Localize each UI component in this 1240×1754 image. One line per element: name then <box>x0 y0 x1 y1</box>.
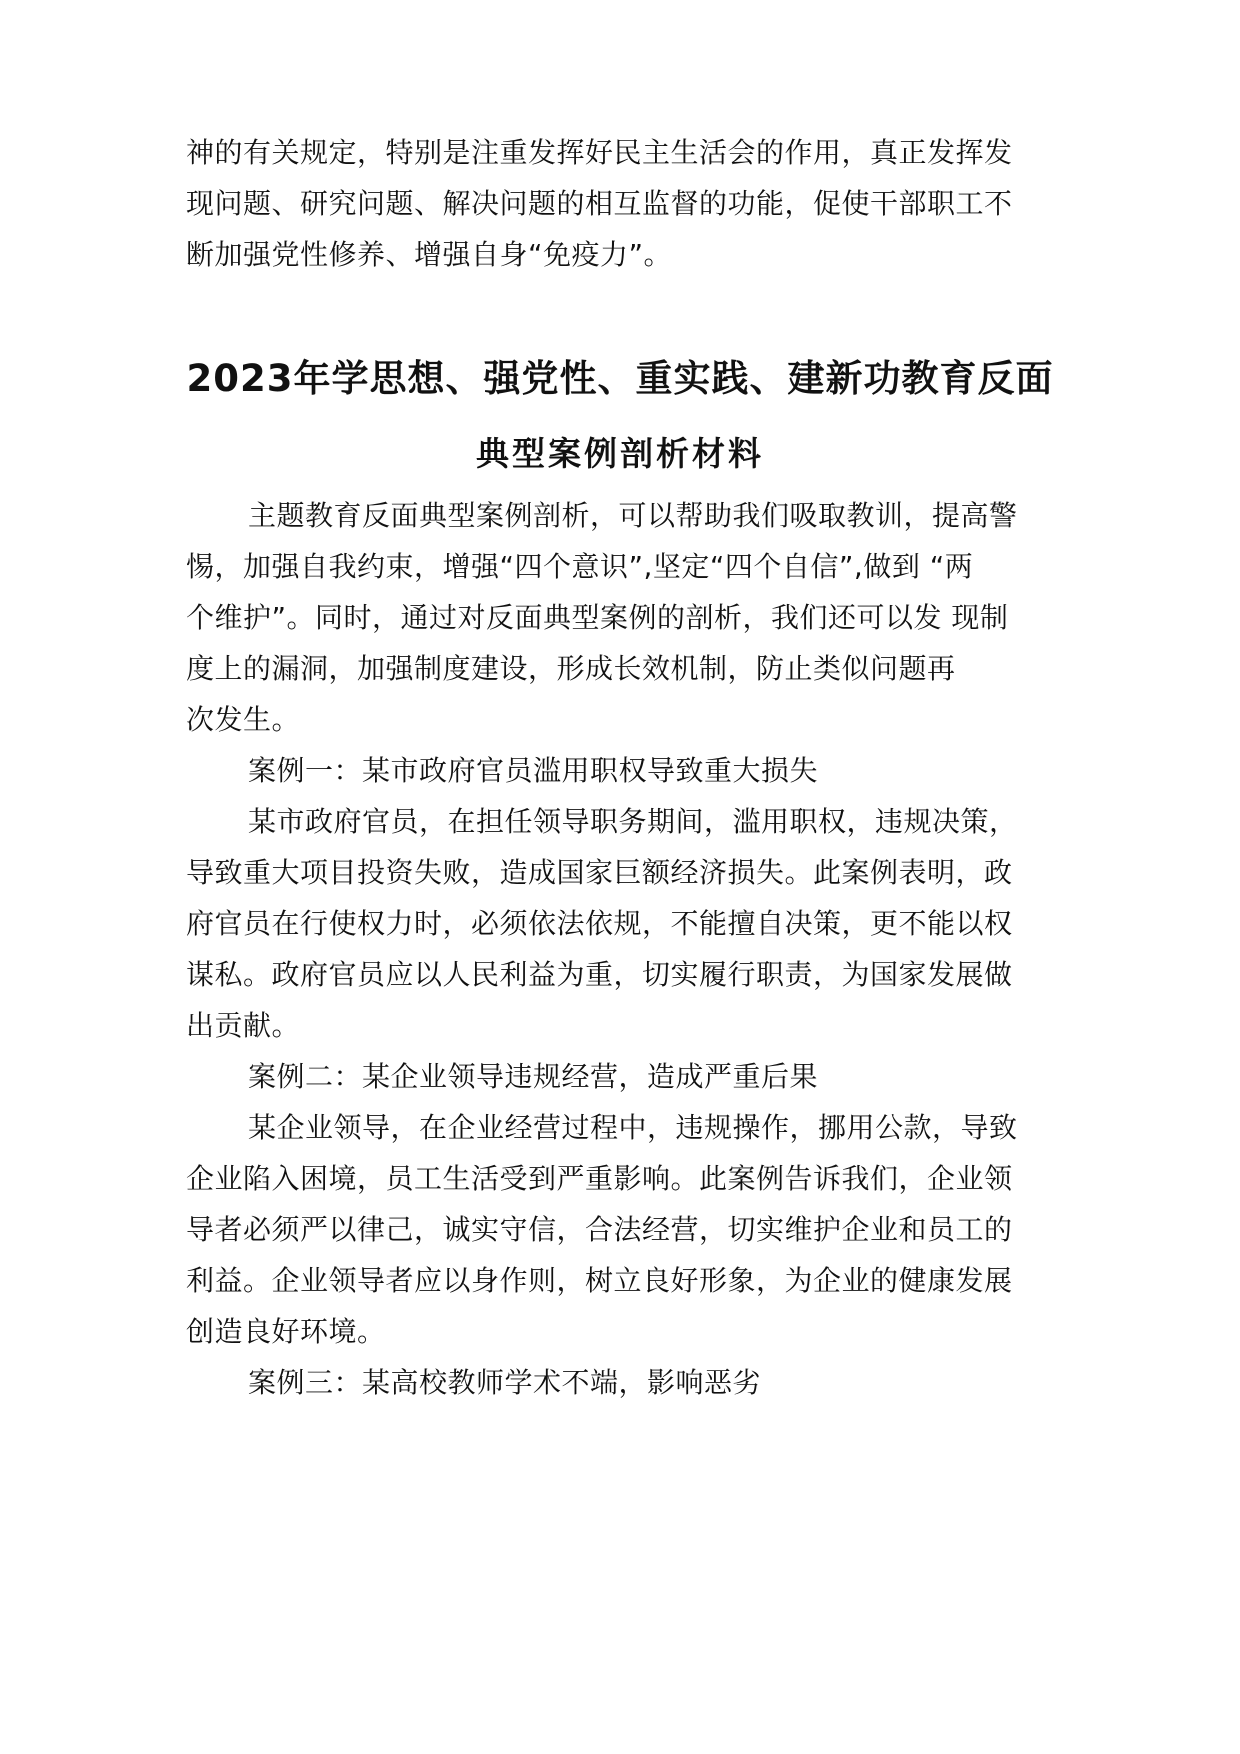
intro-paragraph <box>186 490 1056 745</box>
continuation-paragraph <box>186 127 1056 280</box>
paragraph-line: 次发生。 <box>186 703 301 736</box>
case-2-section <box>186 1051 1056 1357</box>
document-title-line-1: 2023年学思想、强党性、重实践、建新功教育反面 <box>186 357 1054 400</box>
case-1-section <box>186 745 1056 1051</box>
paragraph-line: 惕，加强自我约束，增强“四个意识”,坚定“四个自信”,做到 “两 <box>186 550 974 583</box>
paragraph-line: 谋私。政府官员应以人民利益为重，切实履行职责，为国家发展做 <box>186 958 1013 991</box>
paragraph-line: 神的有关规定，特别是注重发挥好民主生活会的作用，真正发挥发 <box>186 136 1013 169</box>
paragraph-line: 利益。企业领导者应以身作则，树立良好形象，为企业的健康发展 <box>186 1264 1013 1297</box>
paragraph-line: 度上的漏洞，加强制度建设，形成长效机制，防止类似问题再 <box>186 652 956 685</box>
paragraph-line: 个维护”。同时，通过对反面典型案例的剖析，我们还可以发 现制 <box>186 601 1009 634</box>
case-1-heading: 案例一：某市政府官员滥用职权导致重大损失 <box>248 754 819 787</box>
paragraph-line: 某企业领导，在企业经营过程中，违规操作，挪用公款，导致 <box>248 1111 1018 1144</box>
paragraph-line: 某市政府官员，在担任领导职务期间，滥用职权，违规决策， <box>248 805 1018 838</box>
paragraph-line: 府官员在行使权力时，必须依法依规，不能擅自决策，更不能以权 <box>186 907 1013 940</box>
paragraph-line: 创造良好环境。 <box>186 1315 386 1348</box>
case-3-heading: 案例三：某高校教师学术不端，影响恶劣 <box>248 1366 762 1399</box>
paragraph-line: 现问题、研究问题、解决问题的相互监督的功能，促使干部职工不 <box>186 187 1013 220</box>
case-2-heading: 案例二：某企业领导违规经营，造成严重后果 <box>248 1060 819 1093</box>
paragraph-line: 断加强党性修养、增强自身“免疫力”。 <box>186 238 673 271</box>
case-3-section <box>186 1357 1056 1408</box>
paragraph-line: 出贡献。 <box>186 1009 301 1042</box>
paragraph-line: 企业陷入困境，员工生活受到严重影响。此案例告诉我们，企业领 <box>186 1162 1013 1195</box>
paragraph-line: 主题教育反面典型案例剖析，可以帮助我们吸取教训，提高警 <box>248 499 1018 532</box>
paragraph-line: 导者必须严以律己，诚实守信，合法经营，切实维护企业和员工的 <box>186 1213 1013 1246</box>
document-title-line-2: 典型案例剖析材料 <box>476 434 764 473</box>
paragraph-line: 导致重大项目投资失败，造成国家巨额经济损失。此案例表明，政 <box>186 856 1013 889</box>
